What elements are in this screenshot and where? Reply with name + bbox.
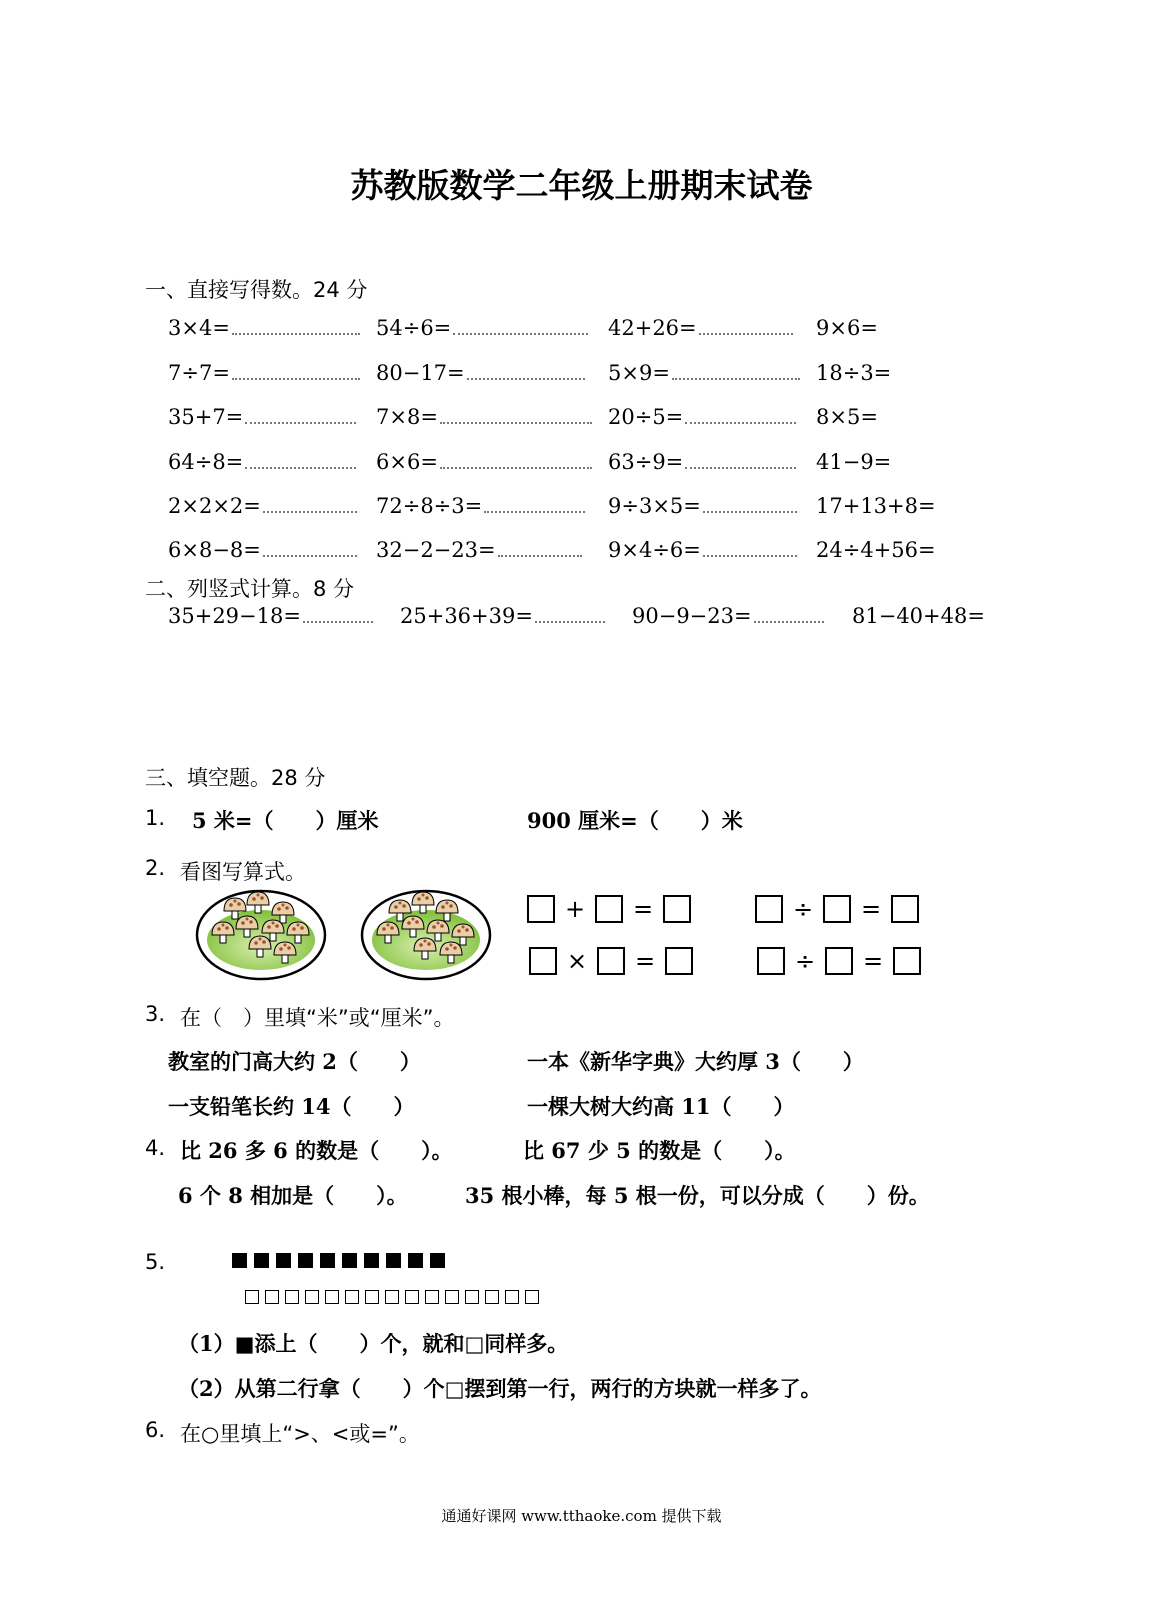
q6-number: 6. [145,1418,166,1442]
answer-blank[interactable] [685,467,796,469]
answer-blank[interactable] [754,621,824,623]
q3-item-d: 一棵大树大约高 11（ ） [527,1094,795,1119]
oral-calc-expression: 7×8= [376,405,438,429]
answer-box[interactable] [893,947,921,975]
white-square [325,1290,339,1304]
oral-calc-expression: 54÷6= [376,316,452,340]
answer-blank[interactable] [263,555,357,557]
oral-calc-expression: 42+26= [608,316,697,340]
white-square [445,1290,459,1304]
q4-number: 4. [145,1136,166,1160]
answer-blank[interactable] [535,621,605,623]
black-square [298,1253,313,1268]
oral-calc-expression: 32−2−23= [376,538,496,562]
oral-calc-expression: 20÷5= [608,405,684,429]
white-square [365,1290,379,1304]
oral-calc-item [816,405,878,429]
box-equation-div-2 [757,947,921,975]
oral-calc-item [168,405,356,429]
q5-part-1: （1）■添上（ ）个，就和□同样多。 [178,1331,569,1356]
q1-number: 1. [145,806,166,830]
section2-heading: 二、列竖式计算。8 分 [145,577,355,601]
oral-calc-expression: 2×2×2= [168,494,261,518]
vertical-calc-expression: 90−9−23= [632,604,752,628]
equals-sign: = [634,947,656,975]
black-square [276,1253,291,1268]
equals-sign: = [860,895,882,923]
answer-blank[interactable] [440,422,592,424]
q3-item-c: 一支铅笔长约 14（ ） [168,1094,415,1119]
q4-item-b: 比 67 少 5 的数是（ ）。 [523,1138,796,1163]
oral-calc-expression: 24÷4+56= [816,538,936,562]
divide-sign: ÷ [792,895,814,923]
box-equation-div-1 [755,895,919,923]
oral-calc-item [608,361,800,385]
black-square [386,1253,401,1268]
q4-item-a: 比 26 多 6 的数是（ ）。 [180,1138,453,1163]
white-squares-row [245,1290,545,1309]
oral-calc-expression: 64÷8= [168,450,244,474]
answer-blank[interactable] [303,621,373,623]
answer-box[interactable] [529,947,557,975]
answer-blank[interactable] [453,333,588,335]
q6-text: 在○里填上“>、<或=”。 [180,1422,420,1446]
q2-text: 看图写算式。 [180,860,306,884]
footer-source: 通通好课网 www.tthaoke.com 提供下载 [441,1507,722,1525]
vertical-calc-item [632,604,824,628]
white-square [485,1290,499,1304]
oral-calc-expression: 9×4÷6= [608,538,701,562]
oral-calc-item [816,316,878,340]
oral-calc-expression: 9÷3×5= [608,494,701,518]
white-square [525,1290,539,1304]
oral-calc-item [376,494,585,518]
answer-blank[interactable] [245,467,356,469]
answer-box[interactable] [597,947,625,975]
q3-text: 在（ ）里填“米”或“厘米”。 [180,1006,455,1030]
vertical-calc-expression: 25+36+39= [400,604,533,628]
oral-calc-item [376,316,588,340]
q3-item-a: 教室的门高大约 2（ ） [168,1049,421,1074]
oral-calc-expression: 6×6= [376,450,438,474]
oral-calc-item [816,450,891,474]
oral-calc-expression: 35+7= [168,405,244,429]
answer-box[interactable] [755,895,783,923]
answer-box[interactable] [825,947,853,975]
answer-box[interactable] [663,895,691,923]
oral-calc-item [816,494,936,518]
oral-calc-item [168,316,360,340]
black-squares-row [232,1253,452,1273]
oral-calc-item [608,494,797,518]
answer-box[interactable] [823,895,851,923]
oral-calc-item [168,361,360,385]
oral-calc-item [816,361,891,385]
plate-left [197,891,325,979]
answer-box[interactable] [891,895,919,923]
answer-blank[interactable] [263,511,357,513]
vertical-calc-expression: 35+29−18= [168,604,301,628]
q1-part-b: 900 厘米=（ ）米 [527,808,743,833]
answer-blank[interactable] [484,511,585,513]
oral-calc-expression: 80−17= [376,361,465,385]
plus-sign: + [564,895,586,923]
oral-calc-item [168,450,356,474]
white-square [465,1290,479,1304]
divide-sign: ÷ [794,947,816,975]
answer-blank[interactable] [232,333,360,335]
box-equation-mul [529,947,693,975]
white-square [345,1290,359,1304]
white-square [405,1290,419,1304]
white-square [305,1290,319,1304]
vertical-calc-item [168,604,373,628]
answer-blank[interactable] [498,555,582,557]
oral-calc-expression: 18÷3= [816,361,892,385]
white-square [245,1290,259,1304]
vertical-calc-expression: 81−40+48= [852,604,985,628]
q3-number: 3. [145,1002,166,1026]
oral-calc-item [376,538,582,562]
answer-blank[interactable] [703,511,797,513]
times-sign: × [566,947,588,975]
oral-calc-expression: 63÷9= [608,450,684,474]
black-square [254,1253,269,1268]
equals-sign: = [632,895,654,923]
answer-blank[interactable] [467,378,585,380]
answer-blank[interactable] [440,467,592,469]
oral-calc-expression: 8×5= [816,405,878,429]
oral-calc-item [168,494,357,518]
section1-heading: 一、直接写得数。24 分 [145,278,368,302]
oral-calc-expression: 9×6= [816,316,878,340]
oral-calc-item [816,538,936,562]
answer-box[interactable] [595,895,623,923]
answer-blank[interactable] [703,555,797,557]
mushroom-plates-illustration [195,888,495,988]
oral-calc-expression: 3×4= [168,316,230,340]
answer-blank[interactable] [232,378,360,380]
q5-part-2: （2）从第二行拿（ ）个□摆到第一行，两行的方块就一样多了。 [178,1376,822,1401]
black-square [430,1253,445,1268]
oral-calc-expression: 17+13+8= [816,494,936,518]
q5-number: 5. [145,1250,166,1274]
white-square [265,1290,279,1304]
oral-calc-expression: 6×8−8= [168,538,261,562]
oral-calc-expression: 7÷7= [168,361,230,385]
oral-calc-item [168,538,357,562]
oral-calc-item [608,450,796,474]
oral-calc-item [376,405,592,429]
white-square [425,1290,439,1304]
oral-calc-item [376,450,592,474]
oral-calc-item [608,405,796,429]
white-square [505,1290,519,1304]
oral-calc-expression: 72÷8÷3= [376,494,483,518]
plate-right [362,891,490,979]
answer-blank[interactable] [672,378,800,380]
q3-item-b: 一本《新华字典》大约厚 3（ ） [527,1049,864,1074]
black-square [320,1253,335,1268]
black-square [364,1253,379,1268]
q2-number: 2. [145,856,166,880]
vertical-calc-item [400,604,605,628]
oral-calc-item [376,361,585,385]
oral-calc-item [608,538,797,562]
answer-box[interactable] [665,947,693,975]
vertical-calc-item [852,604,985,628]
q4-item-d: 35 根小棒，每 5 根一份，可以分成（ ）份。 [465,1183,930,1208]
oral-calc-expression: 41−9= [816,450,892,474]
answer-box[interactable] [527,895,555,923]
answer-blank[interactable] [685,422,796,424]
white-square [385,1290,399,1304]
page-title: 苏教版数学二年级上册期末试卷 [350,166,813,205]
oral-calc-item [608,316,793,340]
black-square [342,1253,357,1268]
answer-box[interactable] [757,947,785,975]
black-square [232,1253,247,1268]
answer-blank[interactable] [699,333,793,335]
white-square [285,1290,299,1304]
q4-item-c: 6 个 8 相加是（ ）。 [178,1183,408,1208]
black-square [408,1253,423,1268]
oral-calc-expression: 5×9= [608,361,670,385]
q1-part-a: 5 米=（ ）厘米 [192,808,379,833]
box-equation-add [527,895,691,923]
answer-blank[interactable] [245,422,356,424]
section3-heading: 三、填空题。28 分 [145,766,326,790]
equals-sign: = [862,947,884,975]
